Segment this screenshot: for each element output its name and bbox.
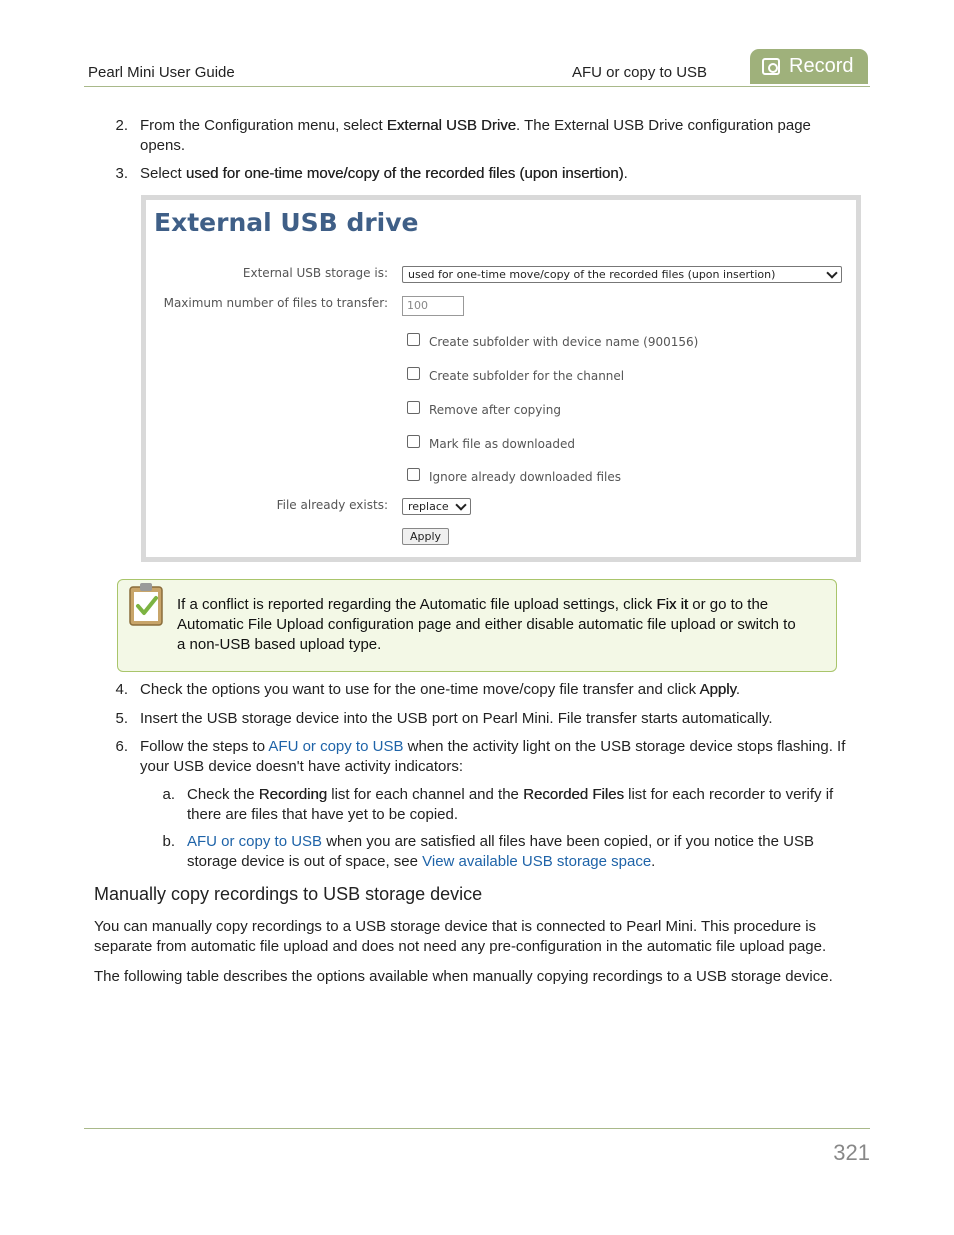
subfolder-device-label: Create subfolder with device name (900156) xyxy=(429,335,699,349)
ignore-downloaded-checkbox[interactable] xyxy=(407,468,420,481)
substep-a-post: list for each recorder to verify if xyxy=(623,786,834,803)
step-number: 2. xyxy=(115,117,128,134)
section-heading: Manually copy recordings to USB storage device xyxy=(94,884,483,904)
substep-a-pre: Check the xyxy=(187,786,259,803)
mark-downloaded-label: Mark file as downloaded xyxy=(429,437,575,451)
step-number: 5. xyxy=(115,710,128,727)
step-6-pre: Follow the steps to xyxy=(140,738,269,755)
subfolder-channel-label: Create subfolder for the channel xyxy=(429,369,625,383)
section-paragraph-1 xyxy=(94,917,864,957)
afu-link[interactable]: AFU or copy to USB xyxy=(268,738,404,755)
apply-button[interactable]: Apply xyxy=(402,528,449,545)
substep-a-mid: list for each channel and the xyxy=(327,786,524,803)
paragraph-1-line1: You can manually copy recordings to a USB storage device that is connected to Pearl Mini. This procedure is xyxy=(94,918,817,935)
step-4-ui-term: Apply xyxy=(699,681,736,698)
step-number: 4. xyxy=(115,681,128,698)
clipboard-check-icon xyxy=(129,582,163,626)
chevron-down-icon xyxy=(826,267,837,278)
chevron-down-icon xyxy=(455,499,466,510)
step-6-text xyxy=(140,737,865,777)
substep-a-line2: there are files that have yet to be copied. xyxy=(187,806,459,823)
guide-title: Pearl Mini User Guide xyxy=(88,64,235,81)
step-2-post: . The External USB Drive configuration page xyxy=(516,117,811,134)
step-4-pre: Check the options you want to use for the one-time move/copy file transfer and click xyxy=(140,681,700,698)
step-4-text xyxy=(140,680,860,700)
note-post: or go to the xyxy=(688,596,769,613)
step-2-line2: opens. xyxy=(140,137,186,154)
exists-label: File already exists: xyxy=(276,498,388,512)
subfolder-channel-checkbox[interactable] xyxy=(407,367,420,380)
step-3-ui-term: used for one-time move/copy of the recorded files (upon insertion) xyxy=(185,165,624,182)
section-paragraph-2: The following table describes the options available when manually copying recordings to a USB storage device. xyxy=(94,968,833,985)
substep-letter: b. xyxy=(162,833,175,850)
step-2-pre: From the Configuration menu, select xyxy=(140,117,387,134)
substep-b-text xyxy=(187,832,867,872)
external-usb-screenshot xyxy=(141,195,861,562)
step-3-post: . xyxy=(623,165,628,182)
substep-b-line2-post: . xyxy=(651,853,656,870)
header-divider xyxy=(84,86,870,87)
step-3-text xyxy=(140,164,860,184)
note-text xyxy=(177,595,827,655)
afu-link[interactable]: AFU or copy to USB xyxy=(187,833,323,850)
record-badge-label: Record xyxy=(789,55,854,77)
substep-b-line2-pre: storage device is out of space, see xyxy=(187,853,423,870)
ignore-downloaded-label: Ignore already downloaded files xyxy=(429,470,621,484)
page-number: 321 xyxy=(833,1140,870,1165)
note-pre: If a conflict is reported regarding the Automatic file upload settings, click xyxy=(177,596,657,613)
exists-select-value: replace xyxy=(408,500,449,513)
step-2-ui-term: External USB Drive xyxy=(386,117,517,134)
step-5-text: Insert the USB storage device into the USB port on Pearl Mini. File transfer starts automatically. xyxy=(140,710,773,727)
record-icon xyxy=(762,58,780,75)
screenshot-title: External USB drive xyxy=(154,208,419,237)
storage-select[interactable] xyxy=(402,266,842,283)
step-3-pre: Select xyxy=(140,165,186,182)
step-number: 6. xyxy=(115,738,128,755)
step-2-text xyxy=(140,116,860,156)
exists-select[interactable] xyxy=(402,498,471,515)
substep-letter: a. xyxy=(162,786,175,803)
note-line3: a non-USB based upload type. xyxy=(177,636,382,653)
substep-b-post: when you are satisfied all files have been copied, or if you notice the USB xyxy=(322,833,814,850)
max-files-label: Maximum number of files to transfer: xyxy=(163,296,388,310)
note-line2: Automatic File Upload configuration page and either disable automatic file upload or switch to xyxy=(177,616,796,633)
step-number: 3. xyxy=(115,165,128,182)
substep-a-ui-term: Recording xyxy=(258,786,328,803)
step-6-line2: your USB device doesn't have activity indicators: xyxy=(140,758,464,775)
substep-a-text xyxy=(187,785,867,825)
max-files-input[interactable]: 100 xyxy=(402,296,464,316)
usb-storage-space-link[interactable]: View available USB storage space xyxy=(422,853,652,870)
step-6-post: when the activity light on the USB storage device stops flashing. If xyxy=(403,738,846,755)
storage-select-value: used for one-time move/copy of the recorded files (upon insertion) xyxy=(408,268,776,281)
footer-divider xyxy=(84,1128,870,1129)
note-ui-term: Fix it xyxy=(656,596,689,613)
mark-downloaded-checkbox[interactable] xyxy=(407,435,420,448)
step-4-post: . xyxy=(735,681,741,698)
paragraph-1-line2: separate from automatic file upload and does not need any pre-configuration in the automatic file upload page. xyxy=(94,938,827,955)
remove-after-copy-checkbox[interactable] xyxy=(407,401,420,414)
record-badge xyxy=(750,49,868,84)
substep-a-ui-term: Recorded Files xyxy=(523,786,624,803)
remove-after-copy-label: Remove after copying xyxy=(429,403,561,417)
section-title: AFU or copy to USB xyxy=(572,64,708,81)
storage-label: External USB storage is: xyxy=(242,266,388,280)
subfolder-device-checkbox[interactable] xyxy=(407,333,420,346)
